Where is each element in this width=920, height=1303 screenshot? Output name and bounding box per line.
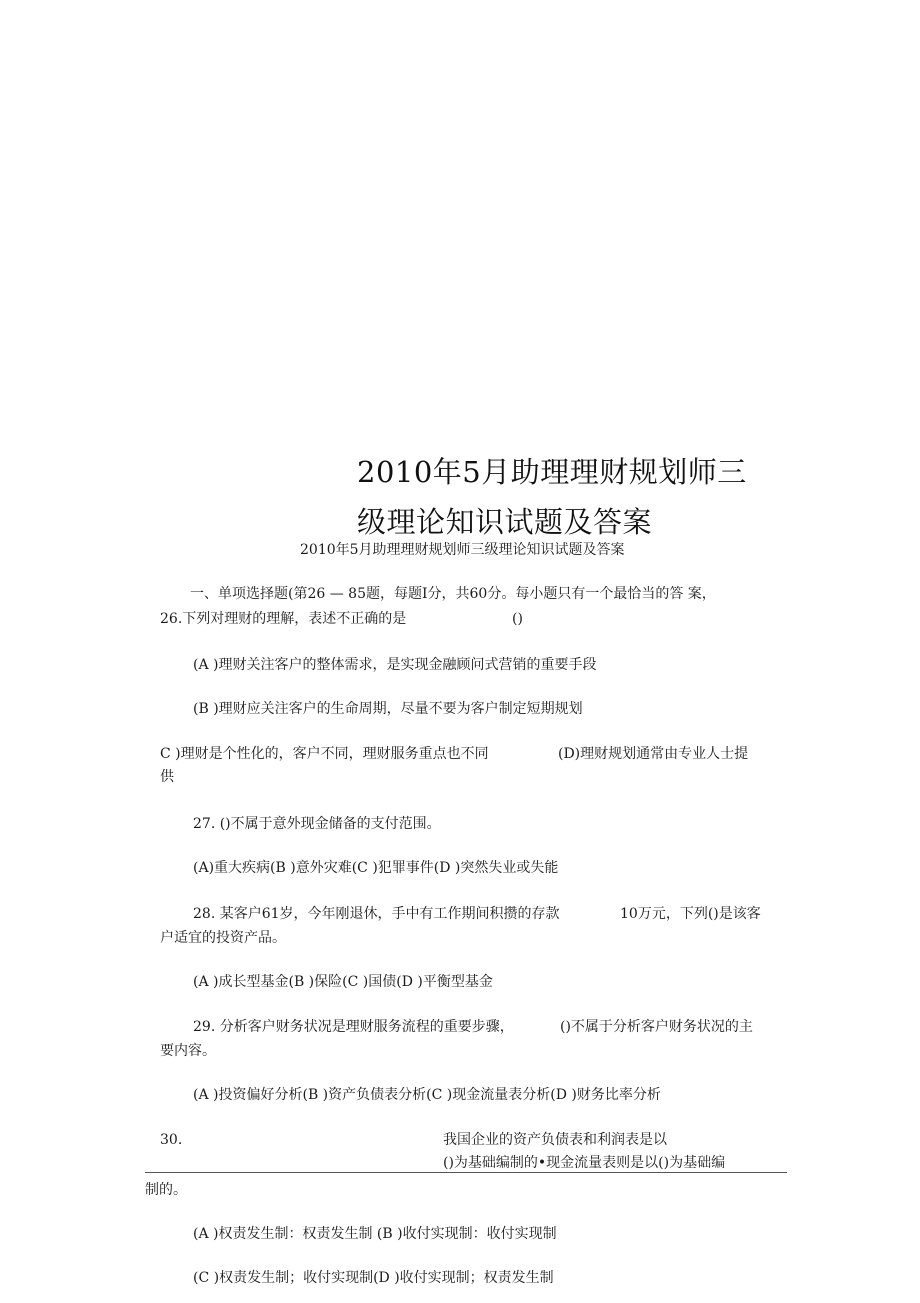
q26-option-d: (D)理财规划通常由专业人士提: [558, 746, 749, 762]
q30-options-cd: (C )权责发生制；收付实现制(D )收付实现制；权责发生制: [193, 1270, 554, 1286]
q30-stem-line-1: 我国企业的资产负债表和利润表是以: [443, 1132, 667, 1148]
q28-options: (A )成长型基金(B )保险(C )国债(D )平衡型基金: [193, 974, 493, 990]
q29-stem-continued: 要内容。: [160, 1043, 216, 1059]
q28-stem-right: 10万元，下列()是该客: [620, 906, 761, 922]
section-intro: 一、单项选择题(第26 — 85题，每题I分，共60分。每小题只有一个最恰当的答 案，: [190, 586, 716, 602]
q27-options: (A)重大疾病(B )意外灾难(C )犯罪事件(D )突然失业或失能: [193, 860, 559, 876]
q28-stem: 28. 某客户61岁，今年刚退休，手中有工作期间积攒的存款: [193, 906, 560, 922]
q30-stem-continued: 制的。: [145, 1182, 187, 1198]
q27-stem: 27. ()不属于意外现金储备的支付范围。: [193, 816, 441, 832]
q26-option-c: C )理财是个性化的，客户不同，理财服务重点也不同: [160, 746, 489, 762]
document-title-line-2: 级理论知识试题及答案: [357, 505, 653, 539]
q26-option-a: (A )理财关注客户的整体需求，是实现金融顾问式营销的重要手段: [193, 657, 597, 673]
q29-stem-right: ()不属于分析客户财务状况的主: [560, 1019, 753, 1035]
document-title-line-1: 2010年5月助理理财规划师三: [357, 455, 747, 489]
horizontal-divider: [145, 1172, 787, 1173]
q29-stem: 29. 分析客户财务状况是理财服务流程的重要步骤，: [193, 1019, 514, 1035]
document-subtitle: 2010年5月助理理财规划师三级理论知识试题及答案: [300, 542, 625, 558]
q30-number: 30.: [160, 1132, 183, 1148]
q26-stem: 26.下列对理财的理解，表述不正确的是: [160, 611, 407, 627]
q26-answer-blank: (): [512, 611, 523, 627]
q26-option-d-continued: 供: [160, 769, 174, 785]
q30-stem-line-2: ()为基础编制的•现金流量表则是以()为基础编: [443, 1155, 726, 1171]
q30-options-ab: (A )权责发生制：权责发生制 (B )收付实现制：收付实现制: [193, 1226, 557, 1242]
q29-options: (A )投资偏好分析(B )资产负债表分析(C )现金流量表分析(D )财务比率分析: [193, 1087, 661, 1103]
q28-stem-continued: 户适宜的投资产品。: [160, 930, 286, 946]
q26-option-b: (B )理财应关注客户的生命周期，尽量不要为客户制定短期规划: [193, 701, 583, 717]
